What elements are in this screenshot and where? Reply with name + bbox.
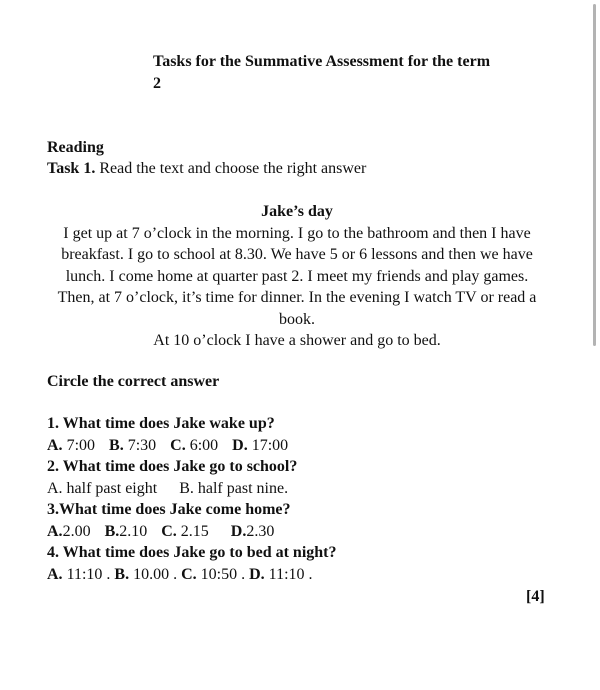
option-a[interactable]: A.2.00 <box>47 522 91 540</box>
question-1-options <box>47 435 557 457</box>
title-line-2: 2 <box>153 75 161 92</box>
task-text: Read the text and choose the right answer <box>95 160 367 177</box>
score-mark: [4] <box>526 588 545 605</box>
option-b[interactable]: B.2.10 <box>104 522 148 540</box>
passage-text: I get up at 7 o’clock in the morning. I go to the bathroom and then I have breakfast. I go to school at 8.30. We have 5 or 6 lessons and then we have lunch. I come home at quarter past 2. I meet my friends and play games. Then, at 7 o’clock, it’s time for dinner. In the evening I watch TV or read a book. <box>57 224 537 328</box>
option-c[interactable]: C. 10:50 . <box>181 565 250 583</box>
scrollbar[interactable] <box>593 4 596 346</box>
question-2-options <box>47 478 557 500</box>
option-b[interactable]: B. half past nine. <box>179 479 289 497</box>
option-a[interactable]: A. 7:00 <box>47 436 96 454</box>
option-b[interactable]: B. 10.00 . <box>114 565 182 583</box>
option-a[interactable]: A. 11:10 . <box>47 565 115 583</box>
section-heading: Reading <box>47 139 104 156</box>
passage-last-line: At 10 o’clock I have a shower and go to bed. <box>153 332 441 349</box>
option-d[interactable]: D. 17:00 <box>232 436 289 454</box>
question-3-options <box>47 521 557 543</box>
circle-instruction: Circle the correct answer <box>47 373 220 390</box>
reading-passage <box>47 201 547 352</box>
question-4-options <box>47 564 557 586</box>
question-3: 3.What time does Jake come home? <box>47 501 291 518</box>
question-4: 4. What time does Jake go to bed at night? <box>47 544 337 561</box>
option-a[interactable]: A. half past eight <box>47 479 158 497</box>
question-1: 1. What time does Jake wake up? <box>47 415 275 432</box>
task-label: Task 1. <box>47 160 96 177</box>
option-c[interactable]: C. 6:00 <box>170 436 219 454</box>
option-b[interactable]: B. 7:30 <box>109 436 157 454</box>
passage-title: Jake’s day <box>261 203 333 220</box>
option-c[interactable]: C. 2.15 <box>161 522 209 540</box>
title-line-1: Tasks for the Summative Assessment for the term <box>153 53 491 70</box>
document-title <box>153 51 553 95</box>
question-2: 2. What time does Jake go to school? <box>47 458 298 475</box>
task-instruction <box>47 158 366 179</box>
question-list <box>47 413 557 585</box>
option-d[interactable]: D. 11:10 . <box>249 565 313 583</box>
option-d[interactable]: D.2.30 <box>230 522 275 540</box>
